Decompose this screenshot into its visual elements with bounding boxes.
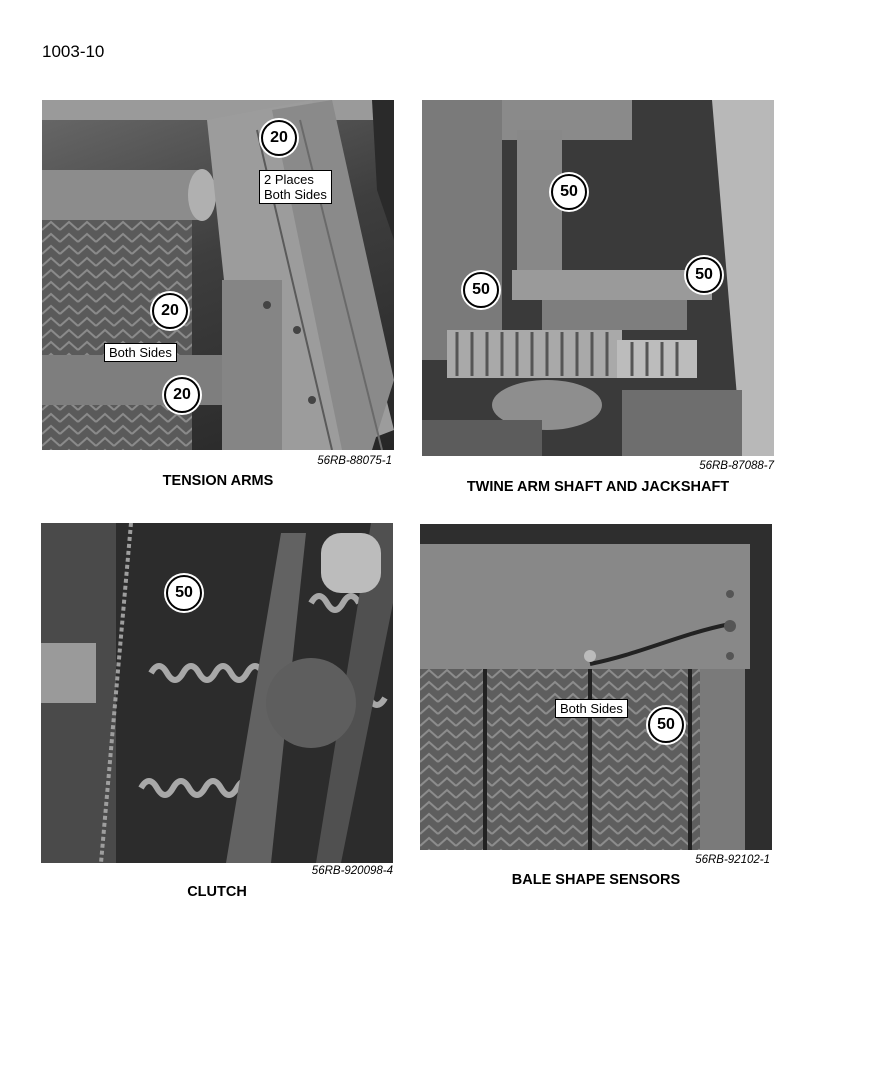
clutch-photo — [41, 523, 393, 863]
figure-caption: TWINE ARM SHAFT AND JACKSHAFT — [466, 479, 730, 495]
lube-interval-badge: 50 — [648, 707, 684, 743]
figure-caption: TENSION ARMS — [162, 473, 274, 489]
lube-interval-badge: 50 — [551, 174, 587, 210]
lube-interval-badge: 50 — [166, 575, 202, 611]
photo-code: 56RB-87088-7 — [699, 460, 774, 472]
page-number: 1003-10 — [42, 42, 105, 61]
figure-caption: BALE SHAPE SENSORS — [511, 872, 681, 888]
lube-interval-badge: 20 — [164, 377, 200, 413]
callout-2-places-both-sides: 2 Places Both Sides — [259, 170, 332, 204]
lube-interval-badge: 50 — [463, 272, 499, 308]
twine-arm-shaft-photo — [422, 100, 774, 456]
photo-code: 56RB-92102-1 — [695, 854, 770, 866]
tension-arms-photo — [42, 100, 394, 450]
callout-both-sides: Both Sides — [555, 699, 628, 718]
figure-caption: CLUTCH — [187, 884, 247, 900]
lube-interval-badge: 50 — [686, 257, 722, 293]
lube-interval-badge: 20 — [261, 120, 297, 156]
photo-code: 56RB-88075-1 — [317, 455, 392, 467]
lube-interval-badge: 20 — [152, 293, 188, 329]
bale-shape-sensors-illustration — [420, 524, 772, 850]
callout-both-sides: Both Sides — [104, 343, 177, 362]
photo-code: 56RB-920098-4 — [311, 865, 393, 877]
tension-arms-illustration — [42, 100, 394, 450]
bale-shape-sensors-photo — [420, 524, 772, 850]
clutch-illustration — [41, 523, 393, 863]
